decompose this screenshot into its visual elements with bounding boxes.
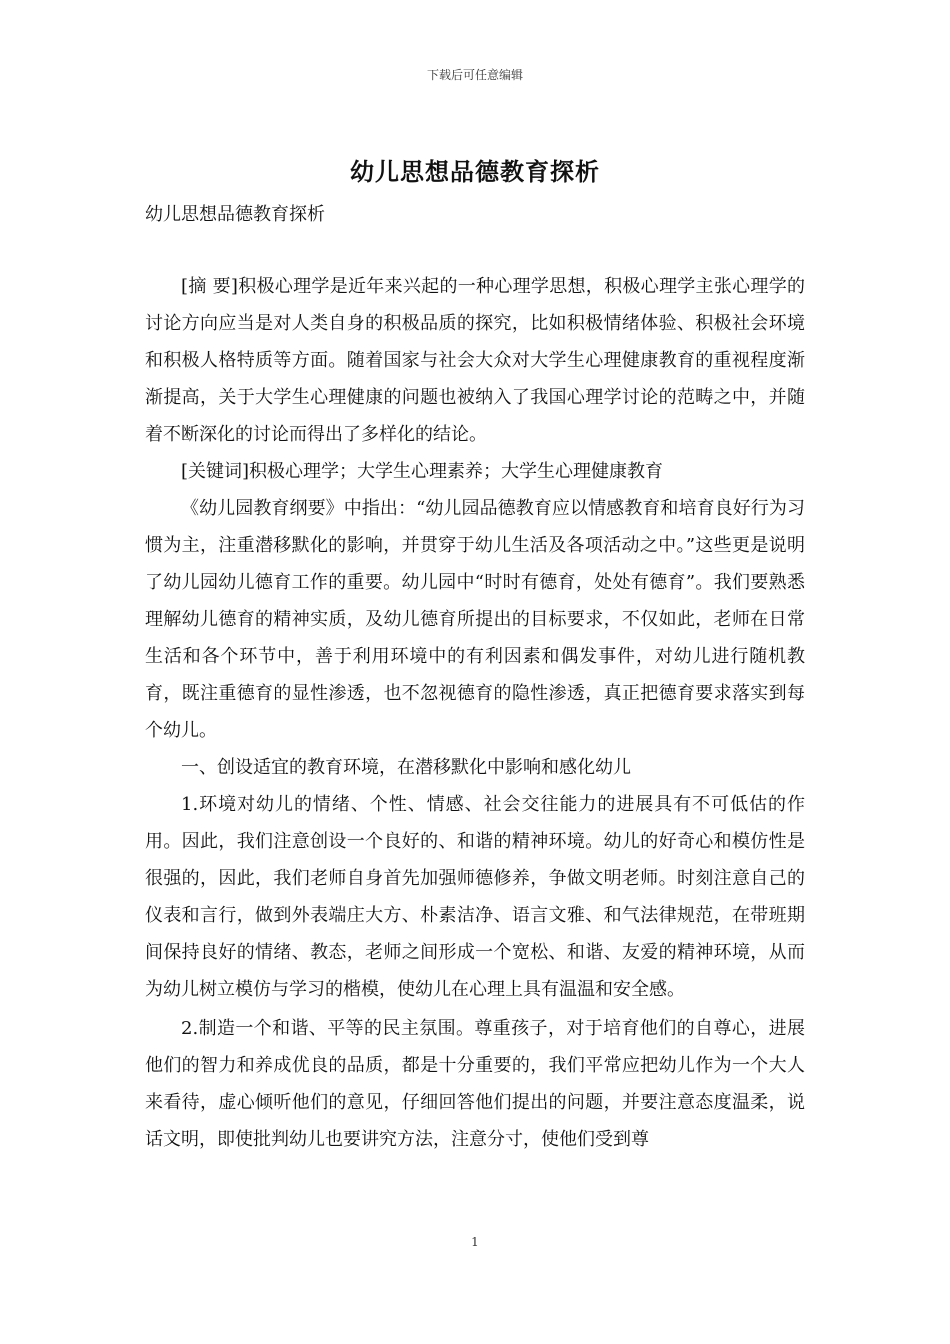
document-subtitle: 幼儿思想品德教育探析 [145, 204, 325, 225]
body-paragraph: 2.制造一个和谐、平等的民主氛围。尊重孩子，对于培育他们的自尊心，进展他们的智力和养成优良的品质，都是十分重要的，我们平常应把幼儿作为一个大人来看待，虚心倾听他们的意见，仔细回答他们提出的问题，并要注意态度温柔，说话文明，即使批判幼儿也要讲究方法，注意分寸，使他们受到尊 [145, 1018, 805, 1150]
page-number: 1 [471, 1235, 479, 1249]
body-paragraph: 《幼儿园教育纲要》中指出：“幼儿园品德教育应以情感教育和培育良好行为习惯为主，注重潜移默化的影响，并贯穿于幼儿生活及各项活动之中。”这些更是说明了幼儿园幼儿德育工作的重要。幼儿园中“时时有德育，处处有德育”。我们要熟悉理解幼儿德育的精神实质，及幼儿德育所提出的目标要求，不仅如此，老师在日常生活和各个环节中，善于利用环境中的有利因素和偶发事件，对幼儿进行随机教育，既注重德育的显性渗透，也不忽视德育的隐性渗透，真正把德育要求落实到每个幼儿。 [145, 498, 805, 741]
keywords-paragraph: [关键词]积极心理学；大学生心理素养；大学生心理健康教育 [181, 461, 664, 482]
abstract-paragraph: [摘 要]积极心理学是近年来兴起的一种心理学思想，积极心理学主张心理学的讨论方向应当是对人类自身的积极品质的探究，比如积极情绪体验、积极社会环境和积极人格特质等方面。随着国家与社会大众对大学生心理健康教育的重视程度渐渐提高，关于大学生心理健康的问题也被纳入了我国心理学讨论的范畴之中，并随着不断深化的讨论而得出了多样化的结论。 [145, 276, 805, 445]
document-body [145, 268, 805, 1158]
body-paragraph: 1.环境对幼儿的情绪、个性、情感、社会交往能力的进展具有不可低估的作用。因此，我们注意创设一个良好的、和谐的精神环境。幼儿的好奇心和模仿性是很强的，因此，我们老师自身首先加强师德修养，争做文明老师。时刻注意自己的仪表和言行，做到外表端庄大方、朴素洁净、语言文雅、和气法律规范，在带班期间保持良好的情绪、教态，老师之间形成一个宽松、和谐、友爱的精神环境，从而为幼儿树立模仿与学习的楷模，使幼儿在心理上具有温温和安全感。 [145, 794, 805, 1000]
document-title: 幼儿思想品德教育探析 [350, 158, 600, 186]
page-header-note: 下载后可任意编辑 [426, 68, 523, 82]
section-heading: 一、创设适宜的教育环境，在潜移默化中影响和感化幼儿 [181, 757, 631, 778]
